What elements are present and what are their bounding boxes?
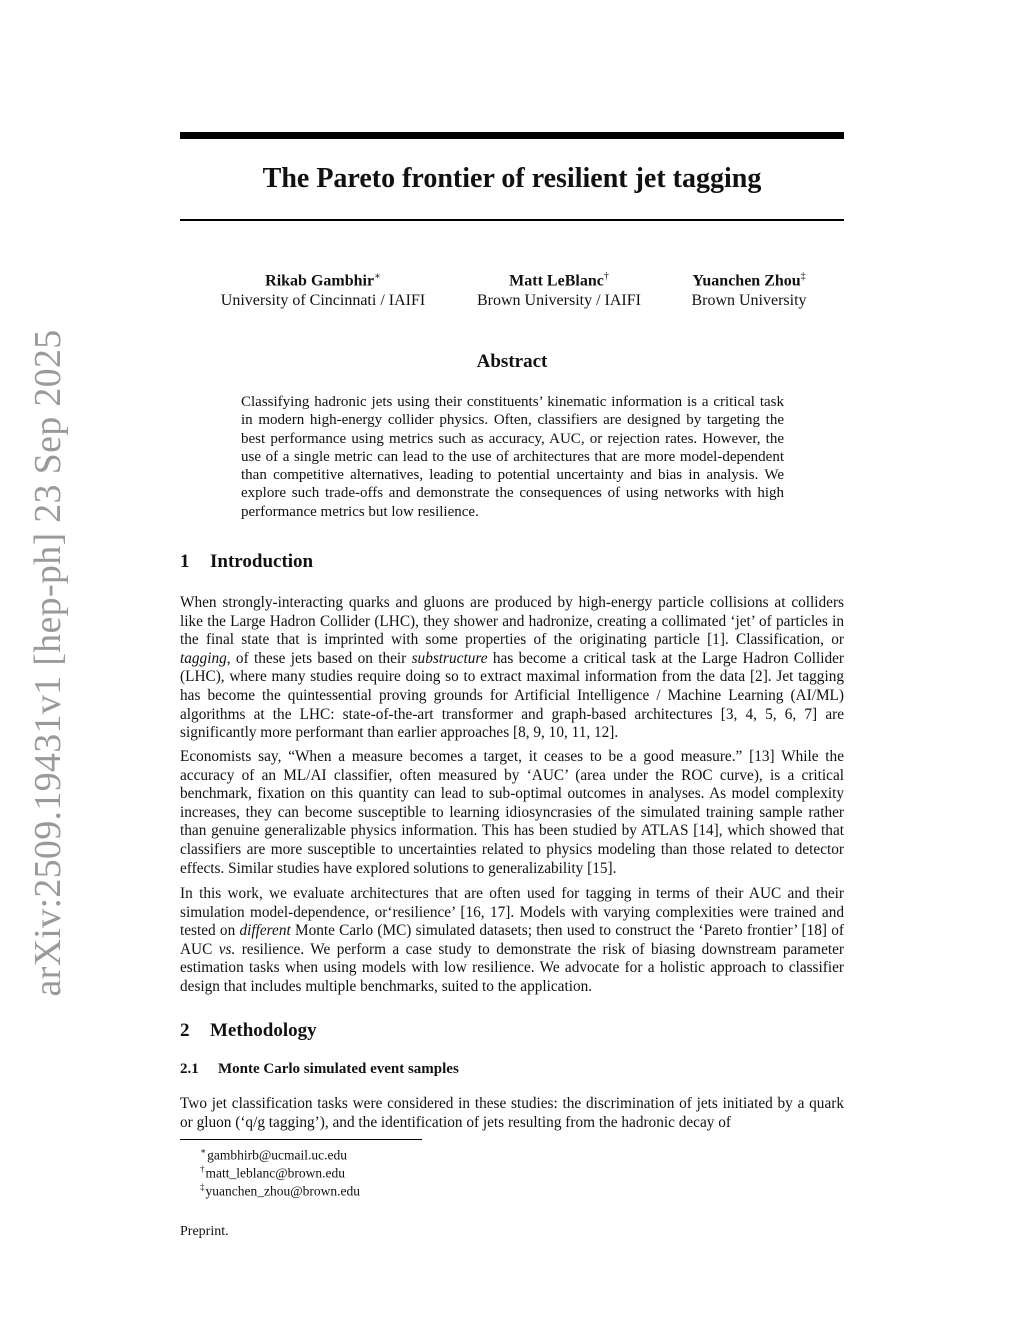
author-name: Yuanchen Zhou [692,272,801,290]
footnote [200,1179,360,1200]
author-footnote-mark: ‡ [800,271,806,282]
section-heading-methodology [180,1020,844,1042]
section-number: 1 [180,551,190,572]
text-run: resilience. We perform a case study to demonstrate the risk of biasing downstream parameter estimation tasks when using models with low resilience. We advocate for a holistic approach to classifier design that includes multiple benchmarks, suited to the application. [180,940,844,995]
text-run: In this work, we evaluate architectures that are often used for tagging in terms of their AUC and their simulation model-dependence, or‘resilience’ [16, 17]. Models with varying complexities were trained and tested on [180,885,844,940]
text-run: , of these jets based on their [226,649,412,667]
emphasis-tagging: tagging [180,649,227,667]
intro-paragraph-2: Economists say, “When a measure becomes a target, it ceases to be a good measure.” [13] While the accuracy of an ML/AI classifier, often measured by ‘AUC’ (area under the ROC curve), is a critical benchmark, fixation on this quantity can lead to sub-optimal outcomes in analyses. As model complexity increases, they can become susceptible to learning idiosyncrasies of the simulated training sample rather than genuine generalizable physics information. This has been studied by ATLAS [14], which showed that classifiers are more susceptible to uncertainties related to physics modeling than those related to detector effects. Similar studies have explored solutions to generalizability [15]. [180,748,844,877]
footnote-mark: ∗ [200,1146,207,1156]
author-footnote-mark: † [603,271,609,282]
footnote-email: gambhirb@ucmail.uc.edu [207,1147,348,1163]
arxiv-identifier-stamp: arXiv:2509.19431v1 [hep-ph] 23 Sep 2025 [27,329,69,997]
section-title: Methodology [210,1020,317,1041]
paper-title: The Pareto frontier of resilient jet tagging [262,163,762,194]
section-title: Introduction [210,551,314,572]
author-affiliation: Brown University [691,292,807,310]
author-block [205,267,441,311]
footnote-mark: † [200,1164,205,1174]
section-heading-introduction [180,551,844,573]
abstract-text: Classifying hadronic jets using their constituents’ kinematic information is a critical task in modern high-energy collider physics. Often, classifiers are designed by targeting the best performance using metrics such as accuracy, AUC, or rejection rates. However, the use of a single metric can lead to the use of architectures that are more model-dependent than competitive alternatives, leading to potential uncertainty and bias in analysis. We explore such trade-offs and demonstrate the consequences of using networks with high performance metrics but low resilience. [241,394,784,520]
emphasis-vs: vs. [218,940,236,958]
emphasis-substructure: substructure [411,649,488,667]
intro-paragraph-3 [180,885,844,997]
preprint-footer: Preprint. [180,1224,229,1239]
text-run: When strongly-interacting quarks and gluons are produced by high-energy particle collisions at colliders like the Large Hadron Collider (LHC), they shower and hadronize, creating a collimated ‘jet’ of particles in the final state that is imprinted with some properties of the originating particle [1]. Classification, or [180,594,844,649]
author-affiliation: University of Cincinnati / IAIFI [220,292,426,310]
author-affiliation: Brown University / IAIFI [477,292,641,310]
author-name: Matt LeBlanc [509,272,604,290]
author-footnote-mark: ∗ [374,271,381,282]
author-block [676,267,822,311]
text-run: has become a critical task at the Large Hadron Collider (LHC), where many studies require doing so to extract maximal information from the data [2]. Jet tagging has become the quintessential proving grounds for Artificial Intelligence / Machine Learning (AI/ML) algorithms at the LHC: state-of-the-art transformer and graph-based architectures [3, 4, 5, 6, 7] are significantly more performant than earlier approaches [8, 9, 10, 11, 12]. [180,649,845,742]
title-top-rule [180,132,844,139]
subsection-heading [180,1061,844,1078]
footnote-mark: ‡ [200,1182,205,1192]
subsection-number: 2.1 [180,1061,199,1077]
footnote-email: yuanchen_zhou@brown.edu [205,1183,361,1199]
emphasis-different: different [239,922,291,940]
methodology-paragraph: Two jet classification tasks were considered in these studies: the discrimination of jets initiated by a quark or gluon (‘q/g tagging’), and the identification of jets resulting from the hadronic decay of [180,1095,844,1131]
subsection-title: Monte Carlo simulated event samples [218,1061,459,1077]
author-block [464,267,654,311]
text-run: Monte Carlo (MC) simulated datasets; then used to construct the ‘Pareto frontier’ [18] of AUC [180,922,844,958]
footnote-rule [180,1139,422,1140]
title-bottom-rule [180,219,844,221]
author-name: Rikab Gambhir [265,272,375,290]
footnote-email: matt_leblanc@brown.edu [205,1165,346,1181]
section-number: 2 [180,1020,190,1041]
abstract-heading: Abstract [476,351,548,372]
intro-paragraph-1 [180,594,844,743]
